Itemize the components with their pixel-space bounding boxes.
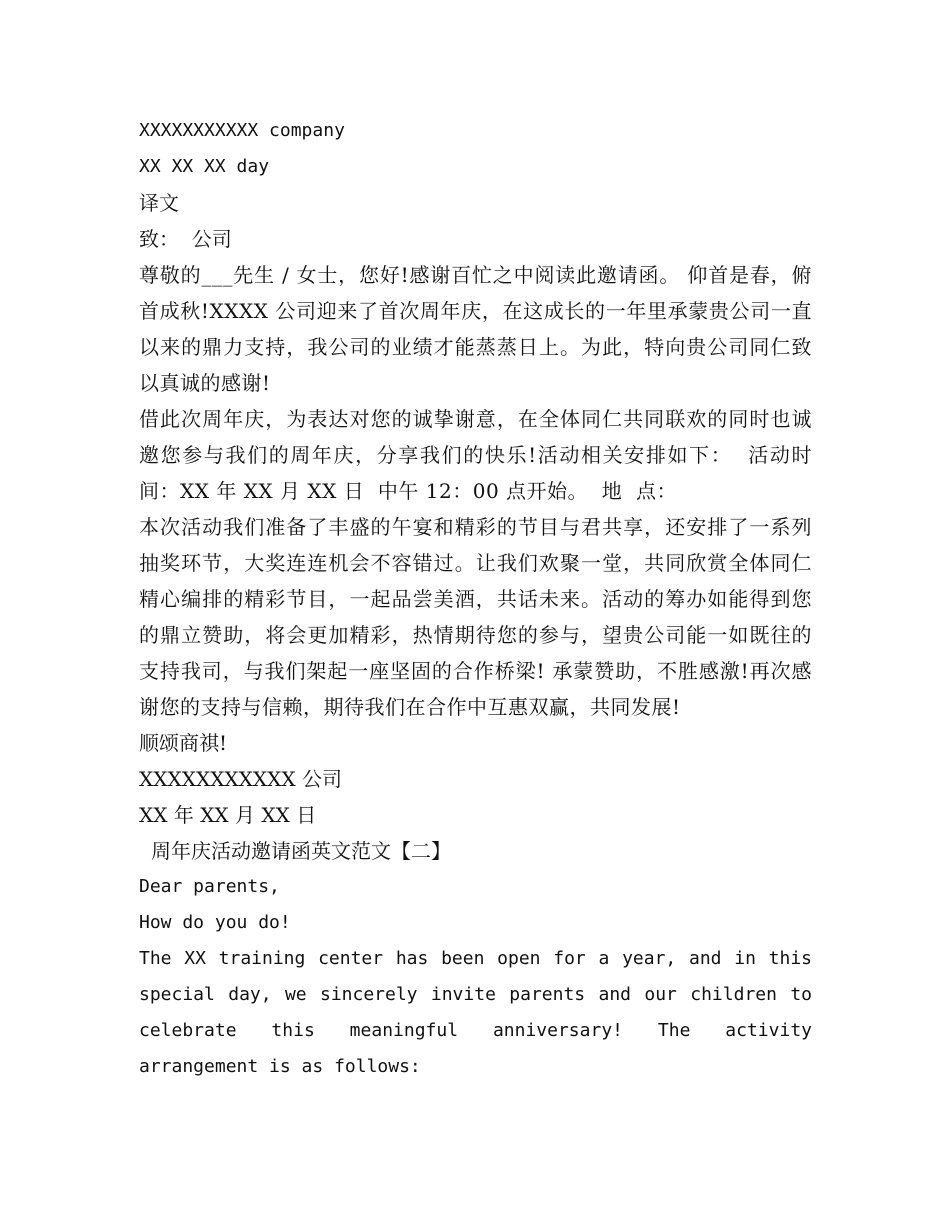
section-heading: 周年庆活动邀请函英文范文【二】 <box>151 839 451 863</box>
company-name-en: XXXXXXXXXXX company <box>139 120 345 141</box>
paragraph-greeting-thanks: 尊敬的___先生 / 女士，您好!感谢百忙之中阅读此邀请函。 仰首是春，俯首成秋!XXXX 公司迎来了首次周年庆，在这成长的一年里承蒙贵公司一直以来的鼎力支持，我公司的业绩才能蒸蒸日上。为此，特向贵公司同仁致以真诚的感谢! <box>139 263 812 395</box>
closing-line: 顺颂商祺! <box>139 731 228 755</box>
document-body <box>139 113 823 1085</box>
paragraph-event-arrangement: 借此次周年庆，为表达对您的诚挚谢意，在全体同仁共同联欢的同时也诚邀您参与我们的周年庆，分享我们的快乐!活动相关安排如下： 活动时间：XX 年 XX 月 XX 日 中午 12：00 点开始。 地 点： <box>139 407 812 503</box>
translation-label: 译文 <box>139 191 179 215</box>
paragraph-en: The XX training center has been open for a year, and in this special day, we sincerely invite parents and our children to celebrate this meaningful anniversary! The activity arrangement is as follows: <box>139 948 823 1077</box>
date-en: XX XX XX day <box>139 156 270 177</box>
company-name-zh: XXXXXXXXXXX 公司 <box>139 767 342 791</box>
paragraph-event-details: 本次活动我们准备了丰盛的午宴和精彩的节目与君共享，还安排了一系列抽奖环节，大奖连连机会不容错过。让我们欢聚一堂，共同欣赏全体同仁精心编排的精彩节目，一起品尝美酒，共话未来。活动的筹办如能得到您的鼎立赞助，将会更加精彩，热情期待您的参与，望贵公司能一如既往的支持我司，与我们架起一座坚固的合作桥梁! 承蒙赞助，不胜感激!再次感谢您的支持与信赖，期待我们在合作中互惠双赢，共同发展! <box>139 515 812 719</box>
recipient-line: 致： 公司 <box>139 227 232 251</box>
greeting-en: Dear parents, <box>139 876 280 897</box>
how-do-you-do-line: How do you do! <box>139 912 291 933</box>
date-zh: XX 年 XX 月 XX 日 <box>139 803 317 827</box>
